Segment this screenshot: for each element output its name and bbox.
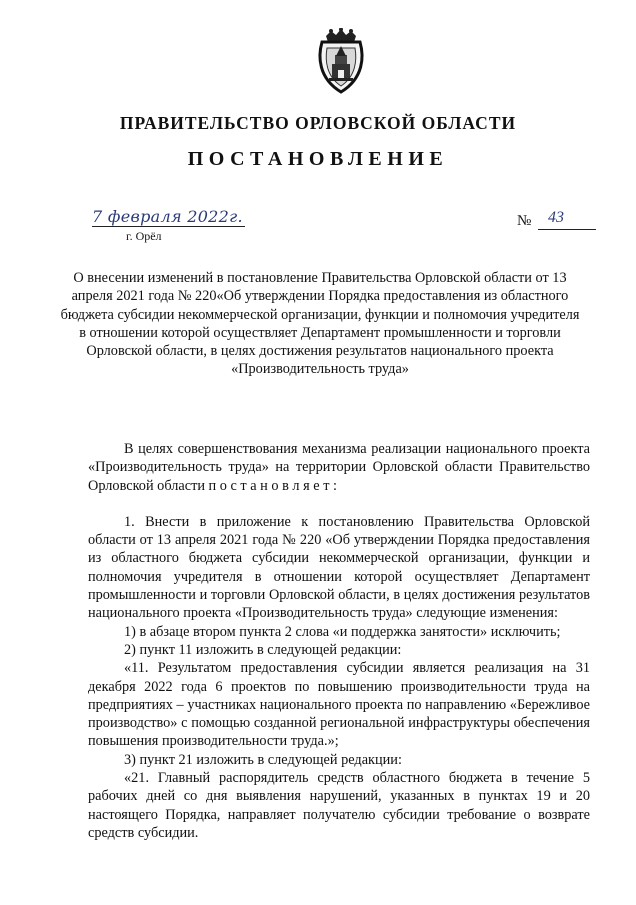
- handwritten-date: 7 февраля 2022г.: [92, 207, 243, 226]
- clause-1-paragraph: 1. Внести в приложение к постановлению Правительства Орловской области от 13 апреля 2021 года № 220 «Об утверждении Порядка предоставления из областного бюджета субсидии некоммерческой организации, функции и полномочия учредителя в отношении которой осуществляет Департамент промышленности и торговли Орловской области, в целях достижения результатов национального проекта «Производительность труда» следующие изменения:: [88, 513, 590, 622]
- document-title: О внесении изменений в постановление Правительства Орловской области от 13 апреля 2021 года № 220«Об утверждении Порядка предоставления из областного бюджета субсидии некоммерческой организации, функции и полномочия учредителя в отношении которой осуществляет Департамент промышленности и торговли Орловской области, в целях достижения результатов национального проекта «Производительность труда»: [60, 270, 580, 378]
- quoted-item-11: «11. Результатом предоставления субсидии является реализация на 31 декабря 2022 года 6 проектов по повышению производительности труда на предприятиях – участниках национального проекта по направлению «Бережливое производство» с помощью созданной региональной инфраструктуры обеспечения повышения производительности труда.»;: [88, 660, 590, 750]
- number-label: №: [517, 213, 532, 229]
- subclause-3: 3) пункт 21 изложить в следующей редакции:: [124, 751, 402, 768]
- subclause-2: 2) пункт 11 изложить в следующей редакции:: [124, 641, 402, 658]
- preamble-paragraph: В целях совершенствования механизма реализации национального проекта «Производительность труда» на территории Орловской области Правительство Орловской области п о с т а н о в л я е т :: [88, 441, 590, 494]
- quoted-item-21: «21. Главный распорядитель средств областного бюджета в течение 5 рабочих дней со дня выявления нарушений, указанных в пунктах 19 и 20 настоящего Порядка, направляет получателю субсидии требование о возврате средств субсидии.: [88, 770, 590, 841]
- date-underline: [92, 226, 245, 227]
- coat-of-arms-emblem: [316, 28, 366, 94]
- subclause-1: 1) в абзаце втором пункта 2 слова «и поддержка занятости» исключить;: [124, 623, 561, 640]
- government-name: ПРАВИТЕЛЬСТВО ОРЛОВСКОЙ ОБЛАСТИ: [119, 113, 517, 133]
- document-body: [88, 440, 590, 842]
- number-underline: [538, 229, 596, 230]
- city-label: г. Орёл: [126, 229, 162, 243]
- handwritten-number: 43: [548, 209, 564, 226]
- document-type: ПОСТАНОВЛЕНИЕ: [187, 148, 449, 170]
